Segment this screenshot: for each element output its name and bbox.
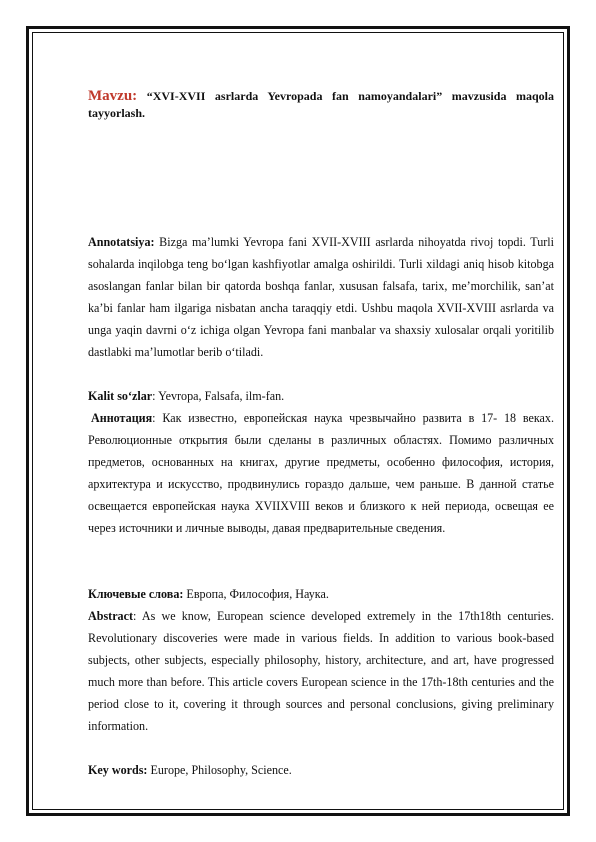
annotation-ru-label: Аннотация bbox=[91, 411, 153, 425]
keywords-ru bbox=[88, 583, 554, 605]
document-title bbox=[88, 88, 554, 122]
keywords-ru-label: Ключевые слова: bbox=[88, 587, 184, 601]
abstract-en-label: Abstract bbox=[88, 609, 134, 623]
keywords-ru-text: Европа, Философия, Наука. bbox=[183, 587, 329, 601]
keywords-uz bbox=[88, 385, 554, 407]
keywords-en-text: Europe, Philosophy, Science. bbox=[147, 763, 292, 777]
keywords-en bbox=[88, 759, 554, 781]
title-label: Mavzu: bbox=[88, 88, 138, 104]
title-text: “XVI-XVII asrlarda Yevropada fan namoyandalari” mavzusida maqola tayyorlash. bbox=[88, 89, 554, 120]
keywords-en-label: Key words: bbox=[88, 763, 148, 777]
abstract-en bbox=[88, 605, 554, 737]
annotation-uz bbox=[88, 231, 554, 363]
keywords-uz-label: Kalit so‘zlar bbox=[88, 389, 153, 403]
annotation-ru-text: : Как известно, европейская наука чрезвычайно развита в 17- 18 веках. Революционные открытия были сделаны в различных областях. Помимо различных предметов, основанных на книгах, другие предметы, особенно философия, история, архитектура и искусство, продвинулись гораздо дальше, чем раньше. В данной статье освещается европейская наука XVIIXVIII веков и близкого к ней периода, освещая ее через источники и личные выводы, давая предварительные сведения. bbox=[88, 411, 554, 535]
abstract-en-text: : As we know, European science developed extremely in the 17th18th centuries. Revolutionary discoveries were made in various fields. In addition to various book-based subjects, other subjects, especially philosophy, history, architecture, and art, have progressed much more than before. This article covers European science in the 17th-18th centuries and the period close to it, covering it through sources and personal conclusions, giving preliminary information. bbox=[88, 609, 554, 733]
annotation-uz-label: Annotatsiya: bbox=[88, 235, 155, 249]
annotation-ru bbox=[88, 407, 554, 539]
annotation-uz-text: Bizga ma’lumki Yevropa fani XVII-XVIII asrlarda nihoyatda rivoj topdi. Turli sohalarda inqilobga teng bo‘lgan kashfiyotlar amalga oshirildi. Turli xildagi aniq hisob kitobga asoslangan fanlar bilan bir qatorda boshqa fanlar, xususan falsafa, tarix, me’morchilik, san’at ka’bi fanlar ham ilgariga nisbatan ancha taraqqiy etdi. Ushbu maqola XVII-XVIII asrlarda va unga yaqin davrni o‘z ichiga olgan Yevropa fani manbalar va shaxsiy xulosalar orqali yoritilib dastlabki ma’lumotlar berib o‘tiladi. bbox=[88, 235, 554, 359]
keywords-uz-text: : Yevropa, Falsafa, ilm-fan. bbox=[152, 389, 285, 403]
